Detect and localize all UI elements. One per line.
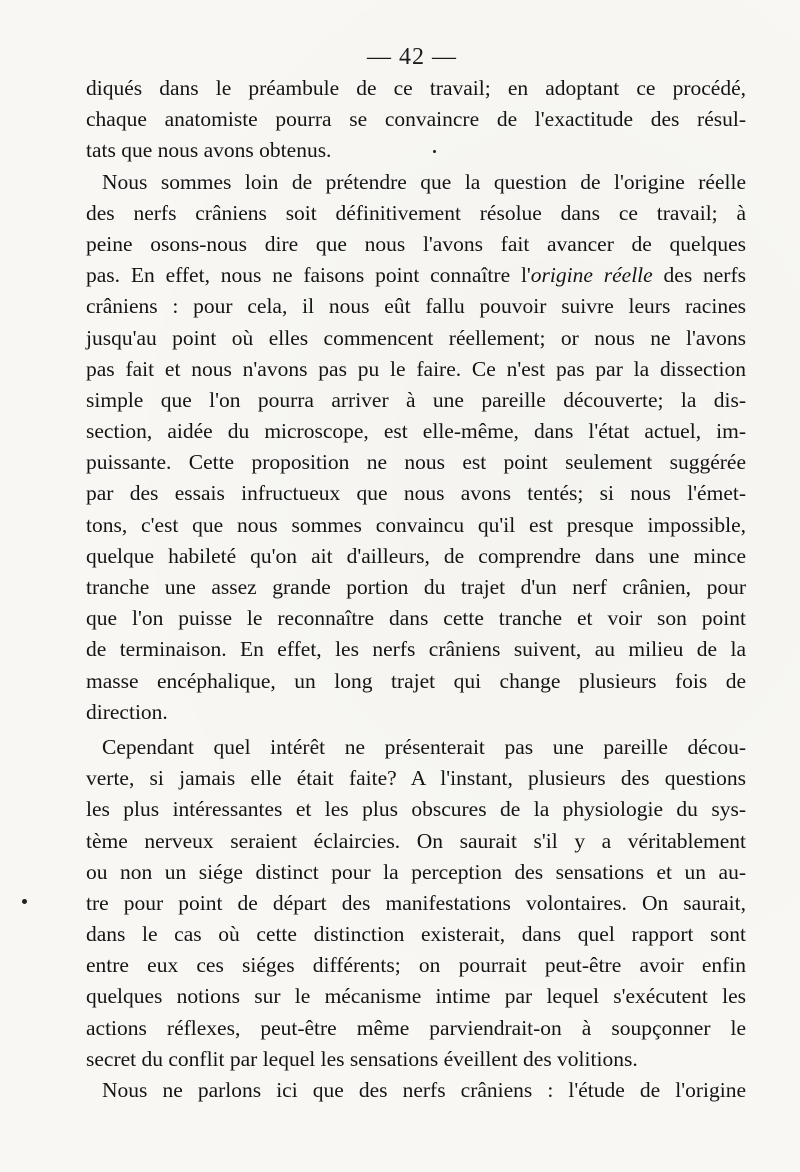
paragraph-1 <box>86 73 746 167</box>
text-line: section, aidée du microscope, est elle-même, dans l'état actuel, im- <box>86 419 746 444</box>
text-line: verte, si jamais elle était faite? A l'instant, plusieurs des questions <box>86 766 746 791</box>
text-line: entre eux ces siéges différents; on pourrait peut-être avoir enfin <box>86 953 746 978</box>
text-line: des nerfs crâniens soit définitivement résolue dans ce travail; à <box>86 200 746 225</box>
text-line: simple que l'on pourra arriver à une pareille découverte; la dis- <box>86 387 746 412</box>
text-line: de terminaison. En effet, les nerfs crâniens suivent, au milieu de la <box>86 637 746 662</box>
text-line: quelques notions sur le mécanisme intime par lequel s'exécutent les <box>86 984 746 1009</box>
text-line: chaque anatomiste pourra se convaincre de l'exactitude des résul- <box>86 107 746 132</box>
text-line: Nous ne parlons ici que des nerfs crâniens : l'étude de l'origine <box>102 1078 746 1102</box>
body-text <box>86 73 746 1106</box>
italic-phrase: origine réelle <box>530 263 653 288</box>
text-line: tats que nous avons obtenus. <box>86 138 332 163</box>
text-line: Cependant quel intérêt ne présenterait pas une pareille décou- <box>102 734 746 759</box>
text-line: peine osons-nous dire que nous l'avons fait avancer de quelques <box>86 231 746 256</box>
text-line: tre pour point de départ des manifestations volontaires. On saurait, <box>86 890 746 915</box>
text-line: actions réflexes, peut-être même parviendrait-on à soupçonner le <box>86 1015 746 1040</box>
text-line: ou non un siége distinct pour la perception des sensations et un au- <box>86 859 746 884</box>
text-line: quelque habileté qu'on ait d'ailleurs, de comprendre dans une mince <box>86 543 746 568</box>
text-line: masse encéphalique, un long trajet qui change plusieurs fois de <box>86 668 746 693</box>
text-segment: des nerfs <box>652 263 746 288</box>
text-line: puissante. Cette proposition ne nous est point seulement suggérée <box>86 450 746 475</box>
text-line: Nous sommes loin de prétendre que la question de l'origine réelle <box>102 169 746 194</box>
text-line: crâniens : pour cela, il nous eût fallu pouvoir suivre leurs racines <box>86 294 746 319</box>
text-line: que l'on puisse le reconnaître dans cette tranche et voir son point <box>86 606 746 631</box>
text-line-with-italic <box>86 260 746 291</box>
paragraph-2 <box>86 167 746 728</box>
text-line: tème nerveux seraient éclaircies. On saurait s'il y a véritablement <box>86 828 746 853</box>
text-line: par des essais infructueux que nous avons tentés; si nous l'émet- <box>86 481 746 506</box>
ink-speck <box>22 899 27 904</box>
text-line: les plus intéressantes et les plus obscures de la physiologie du sys- <box>86 797 746 822</box>
text-line: jusqu'au point où elles commencent réellement; or nous ne l'avons <box>86 325 746 350</box>
text-line: tranche une assez grande portion du trajet d'un nerf crânien, pour <box>86 575 746 599</box>
text-line: diqués dans le préambule de ce travail; en adoptant ce procédé, <box>86 76 746 100</box>
paragraph-4 <box>86 1075 746 1106</box>
text-line: tons, c'est que nous sommes convaincu qu'il est presque impossible, <box>86 512 746 537</box>
text-line: dans le cas où cette distinction existerait, dans quel rapport sont <box>86 922 746 947</box>
ink-speck <box>433 150 436 153</box>
text-segment: pas. En effet, nous ne faisons point connaître l' <box>86 263 531 288</box>
paragraph-3 <box>86 732 746 1075</box>
page-number: — 42 — <box>367 44 457 70</box>
text-line: secret du conflit par lequel les sensations éveillent des volitions. <box>86 1046 638 1071</box>
text-line: pas fait et nous n'avons pas pu le faire. Ce n'est pas par la dissection <box>86 356 746 381</box>
text-line: direction. <box>86 699 168 724</box>
